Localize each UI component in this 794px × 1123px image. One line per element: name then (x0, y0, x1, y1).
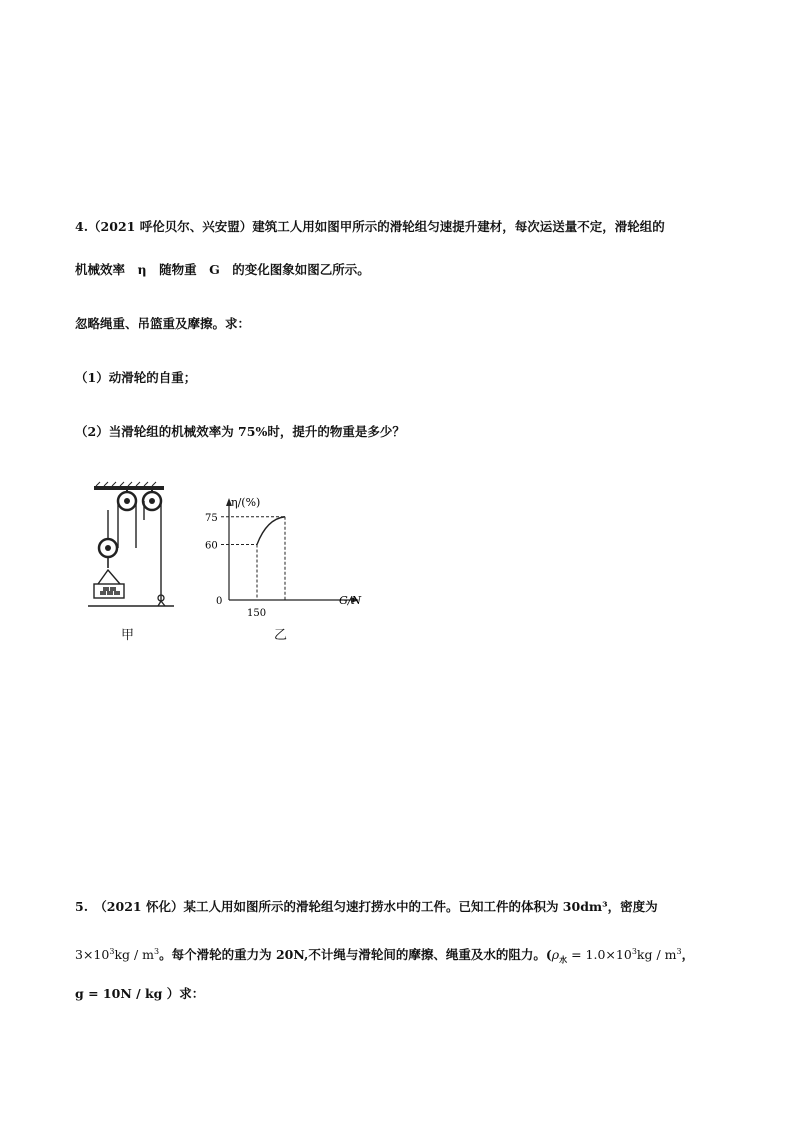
q5-water-density-unit: kg / m (636, 947, 677, 963)
q4-line-1: 4.（2021 呼伦贝尔、兴安盟）建筑工人用如图甲所示的滑轮组匀速提升建材，每次运送量不定，滑轮组的 (75, 219, 665, 234)
q4-subquestion-2: （2）当滑轮组的机械效率为 75%时，提升的物重是多少？ (75, 424, 405, 439)
q5-line-1: 5. （2021 怀化）某工人用如图所示的滑轮组匀速打捞水中的工件。已知工件的体积为 30dm³，密度为 (75, 899, 658, 914)
q5-rho-subscript: 水 (559, 954, 568, 965)
figure-caption-left: 甲 (121, 628, 135, 643)
chart-axes (205, 496, 361, 617)
y-tick-label-75: 75 (205, 512, 218, 524)
figure-caption-right: 乙 (274, 628, 288, 643)
x-axis-label: G/N (339, 594, 362, 607)
q4-line-3: 忽略绳重、吊篮重及摩擦。求： (75, 316, 251, 331)
x-tick-label-150: 150 (247, 608, 267, 617)
origin-label: 0 (216, 596, 223, 607)
q5-rho-symbol: ρ (551, 947, 560, 963)
q5-line-2 (75, 944, 754, 968)
q5-density-unit: kg / m (114, 947, 155, 963)
q5-line-3: g = 10N / kg ）求： (75, 986, 205, 1001)
q5-density-unit-exp: 3 (154, 947, 160, 956)
pulley-system-figure (88, 480, 188, 615)
q5-density-exp: 3 (109, 947, 115, 956)
q5-line-2-end: ， (681, 947, 695, 963)
q5-pulley-weight-text: 。每个滑轮的重力为 20N,不计绳与滑轮间的摩擦、绳重及水的阻力。( (159, 947, 552, 963)
q4-line-2: 机械效率 η 随物重 G 的变化图象如图乙所示。 (75, 262, 370, 277)
q5-water-density-unit-exp: 3 (676, 947, 682, 956)
q5-density-base: 3×10 (75, 947, 110, 963)
efficiency-chart (205, 492, 365, 617)
chart-marks (221, 517, 285, 600)
q5-water-density-base: = 1.0×10 (567, 947, 632, 963)
y-axis-label: η/(%) (231, 496, 261, 509)
y-tick-label-60: 60 (205, 540, 218, 552)
q5-water-density-exp: 3 (631, 947, 637, 956)
q4-subquestion-1: （1）动滑轮的自重； (75, 370, 197, 385)
efficiency-curve (257, 517, 285, 545)
